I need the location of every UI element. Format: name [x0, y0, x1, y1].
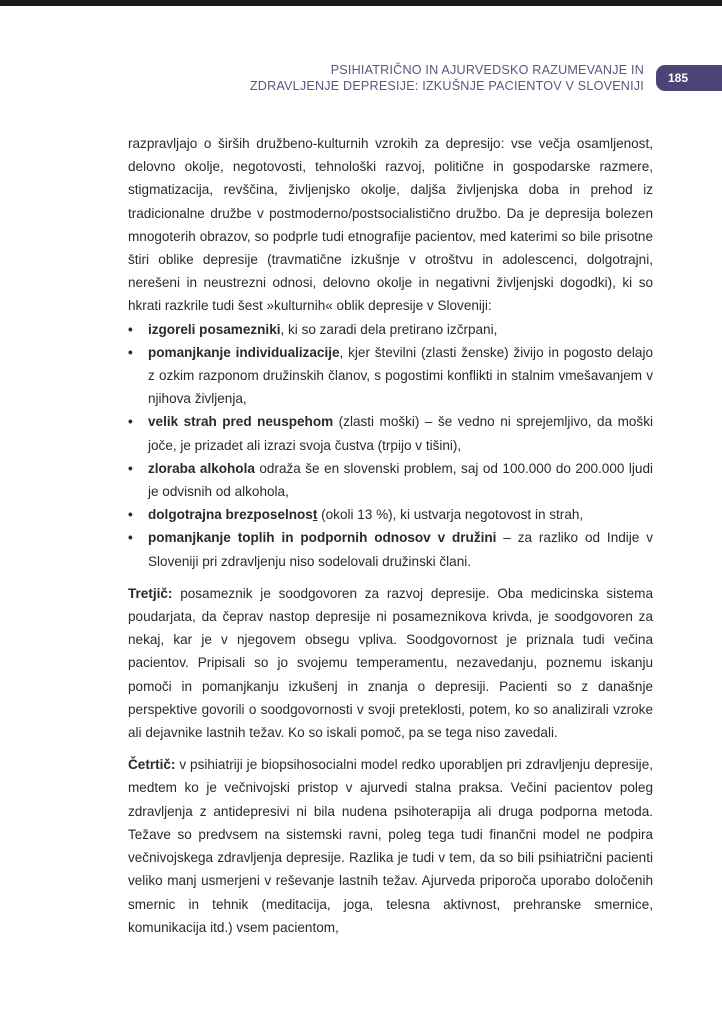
- page-number-badge: 185: [656, 65, 722, 91]
- list-item-text: (okoli 13 %), ki ustvarja negotovost in strah,: [317, 507, 584, 523]
- list-item-bold: zloraba alkohola: [148, 460, 255, 476]
- top-border: [0, 0, 722, 6]
- list-item: [128, 526, 653, 572]
- depression-forms-list: [128, 318, 653, 573]
- list-item-bold: velik strah pred neuspehom: [148, 414, 334, 430]
- list-item-text: , ki so zaradi dela pretirano izčrpani,: [280, 321, 498, 337]
- list-item: [128, 341, 653, 411]
- list-item-text: – za razliko od Indije v Sloveniji pri zdravljenju niso sodelovali družinski člani.: [148, 530, 653, 569]
- intro-paragraph: razpravljajo o širših družbeno-kulturnih vzrokih za depresijo: vse večja osamljenost, delovno okolje, negotovosti, tehnološki razvoj, politične in gospodarske razmere, stigmatizacija, revščina, življenjsko okolje, daljša življenjska doba in prehod iz tradicionalne družbe v postmoderno/postsocialistično družbo. Da je depresija bolezen mnogoterih obrazov, so podprle tudi etnografije pacientov, med katerimi so bile prisotne štiri oblike depresije (travmatične izkušnje v otroštvu in adolescenci, dolgotrajni, nerešeni in neustrezni odnosi, delovno okolje in negativni življenjski dogodki), ki so hkrati razkrile tudi šest »kulturnih« oblik depresije v Sloveniji:: [128, 136, 653, 314]
- list-item-text: (zlasti moški) – še vedno ni sprejemljivo, da moški joče, je prizadet ali izrazi svoja čustva (trpijo v tišini),: [148, 414, 653, 453]
- list-item-bold: izgoreli posamezniki: [148, 321, 281, 337]
- list-item: [128, 410, 653, 456]
- list-item: [128, 318, 653, 341]
- paragraph-label: Četrtič:: [128, 757, 176, 773]
- list-item: [128, 503, 653, 526]
- paragraph-tretjic: [128, 582, 653, 744]
- paragraph-label: Tretjič:: [128, 585, 173, 601]
- paragraph-text: v psihiatriji je biopsihosocialni model redko uporabljen pri zdravljenju depresije, medtem ko je večnivojski pristop v ajurvedi stalna praksa. Večini pacientov poleg zdravljenja z antidepresivi ni bila nudena psihoterapija ali druga podporna metoda. Težave so predvsem na sistemski ravni, poleg tega tudi finančni model ne podpira večnivojskega zdravljenja depresije. Razlika je tudi v tem, da so bili psihiatrični pacienti veliko manj usmerjeni v reševanje lastnih težav. Ajurveda priporoča uporabo določenih smernic in tehnik (meditacija, joga, telesna aktivnost, prehranske smernice, komunikacija itd.) vsem pacientom,: [128, 757, 653, 935]
- header-title-line2: ZDRAVLJENJE DEPRESIJE: IZKUŠNJE PACIENTOV V SLOVENIJI: [249, 79, 644, 93]
- list-item-text: , kjer številni (zlasti ženske) živijo in pogosto delajo z ozkim razponom družinskih članov, s pogostimi konflikti in stalnim vmešavanjem v njihova življenja,: [148, 344, 653, 407]
- paragraph-cetrtic: [128, 753, 653, 939]
- list-item-text: odraža še en slovenski problem, saj od 100.000 do 200.000 ljudi je odvisnih od alkohola,: [148, 460, 653, 500]
- list-item-bold: pomanjkanje individualizacije: [148, 344, 340, 360]
- running-header: [204, 62, 644, 94]
- list-item-bold: pomanjkanje toplih in podpornih odnosov v družini: [148, 530, 497, 546]
- list-item-underlined: t: [312, 507, 318, 523]
- list-item: [128, 457, 653, 503]
- paragraph-text: posameznik je soodgovoren za razvoj depresije. Oba medicinska sistema poudarjata, da čeprav nastop depresije ni posameznikova krivda, je soodgovoren za nekaj, kar je v njegovem obsegu vpliva. Soodgovornost je priznala tudi večina pacientov. Pripisali so jo svojemu temperamentu, nezavedanju, poznemu iskanju pomoči in pomanjkanju izkušenj in znanja o depresiji. Pacienti so z današnje perspektive govorili o soodgovornosti v svoji preteklosti, potem, ko so analizirali vzroke ali dejavnike lastnih težav. Ko so iskali pomoč, pa se tega niso zavedali.: [128, 585, 653, 741]
- header-title-line1: PSIHIATRIČNO IN AJURVEDSKO RAZUMEVANJE IN: [330, 63, 644, 77]
- body-text: [128, 132, 653, 939]
- list-item-bold: dolgotrajna brezposelnos: [148, 507, 313, 523]
